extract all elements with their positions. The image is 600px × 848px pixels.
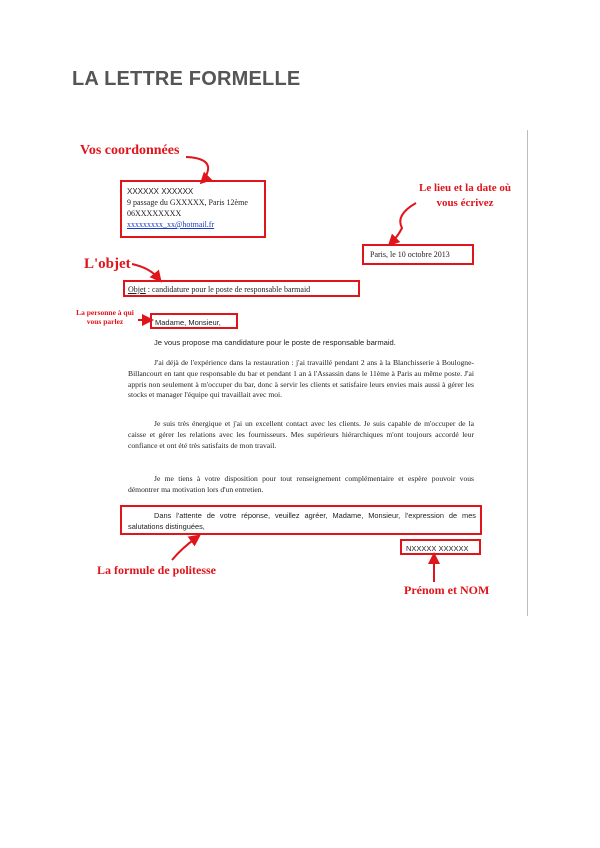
closing-formula: Dans l'attente de votre réponse, veuillez agréer, Madame, Monsieur, l'expression de mes salutations distinguées, (128, 511, 476, 531)
subject-text: : candidature pour le poste de responsable barmaid (145, 285, 311, 294)
signature: NXXXXX XXXXXX (406, 544, 469, 553)
letter-paragraph: Je suis très énergique et j'ai un excellent contact avec les clients. Je suis capable de m'occuper de la caisse et gérer les relations avec les fournisseurs. Mes supérieurs hiérarchiques m'ont toujours accordé leur confiance et ont été très satisfaits de mon travail. (128, 419, 474, 450)
sender-email[interactable]: xxxxxxxxx_xx@hotmail.fr (127, 220, 215, 229)
page-title: LA LETTRE FORMELLE (72, 68, 301, 90)
subject-line (128, 284, 310, 295)
annotation-personne: La personne à qui vous parlez (76, 308, 134, 326)
letter-paragraph: Je me tiens à votre disposition pour tout renseignement complémentaire et espère pouvoir vous démontrer ma motivation lors d'un entretien. (128, 474, 474, 494)
arrow-formule (172, 538, 196, 560)
letter-paragraph: J'ai déjà de l'expérience dans la restauration : j'ai travaillé pendant 2 ans à la Blanchisserie à Boulogne-Billancourt en tant que responsable du bar et pendant 1 an à l'Assassin dans le 11ème à Paris au même poste. J'ai appris non seulement à m'occuper du bar, donc à servir les clients et satisfaire leurs envies mais aussi à gérer les stocks et manager l'équipe qui travaillait avec moi. (128, 358, 474, 400)
arrow-coordonnees (186, 157, 208, 180)
annotation-signature: Prénom et NOM (404, 583, 490, 597)
annotation-coordonnees: Vos coordonnées (80, 143, 180, 158)
arrow-lieu-date (392, 203, 416, 242)
sender-address: 9 passage du GXXXXX, Paris 12ème (127, 198, 248, 207)
sender-phone: 06XXXXXXXX (127, 209, 182, 218)
arrow-objet (132, 264, 158, 278)
annotation-formule: La formule de politesse (97, 563, 216, 577)
sender-name: XXXXXX XXXXXX (127, 187, 194, 196)
subject-label: Objet (128, 285, 146, 294)
letter-paragraph: Je vous propose ma candidature pour le poste de responsable barmaid. (154, 338, 396, 347)
annotation-lieu-date: Le lieu et la date où vous écrivez (419, 182, 511, 209)
annotation-objet: L'objet (84, 256, 131, 272)
salutation: Madame, Monsieur, (155, 318, 221, 327)
place-date: Paris, le 10 octobre 2013 (370, 250, 450, 259)
